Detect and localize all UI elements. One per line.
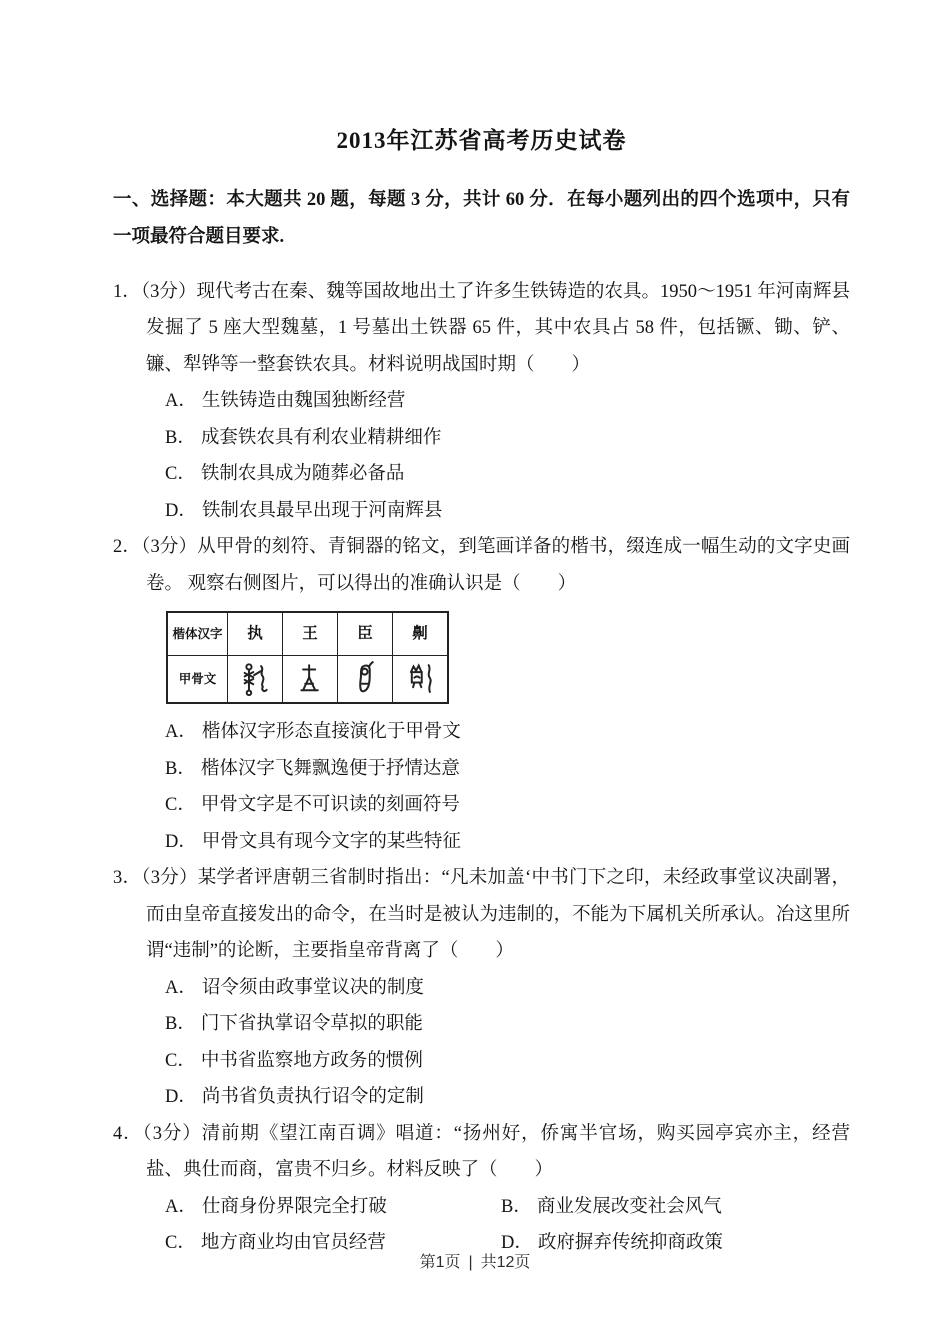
option-label: D． <box>501 1233 533 1253</box>
option-text: 铁制农具成为随葬必备品 <box>200 464 405 484</box>
table-header-oracle: 甲骨文 <box>167 656 228 704</box>
option-text: 地方商业均由官员经营 <box>200 1233 386 1253</box>
option-text: 仕商身份界限完全打破 <box>201 1196 387 1217</box>
oracle-glyph-zhi-cell <box>228 656 283 704</box>
option-label: C． <box>165 1233 196 1253</box>
oracle-script-table <box>166 611 449 704</box>
footer-current-page: 第1页 <box>419 1254 461 1271</box>
option-text: 政府摒弃传统抑商政策 <box>537 1233 723 1253</box>
option-label: C． <box>165 1050 196 1071</box>
question-4-option-b <box>501 1189 850 1226</box>
question-3-options <box>113 970 850 1116</box>
kaiti-char-zhi: 执 <box>228 612 283 656</box>
oracle-glyph-chen <box>349 660 381 698</box>
option-text: 门下省执掌诏令草拟的职能 <box>200 1014 423 1034</box>
question-1-options <box>113 383 850 529</box>
footer-total-pages: 共12页 <box>480 1254 531 1271</box>
option-text: 中书省监察地方政务的惯例 <box>200 1050 423 1071</box>
kaiti-char-chen: 臣 <box>338 612 393 656</box>
option-label: C． <box>165 795 196 815</box>
oracle-glyph-yi <box>404 660 436 698</box>
oracle-glyph-wang-cell <box>283 656 338 704</box>
question-3-option-c <box>165 1043 850 1080</box>
question-1-option-b <box>165 420 850 457</box>
question-1-option-a <box>165 383 850 420</box>
option-text: 甲骨文字是不可识读的刻画符号 <box>200 795 460 815</box>
question-3-option-b <box>165 1006 850 1043</box>
question-1-option-d <box>165 493 850 530</box>
section-intro: 一、选择题：本大题共 20 题，每题 3 分，共计 60 分．在每小题列出的四个选项中，只有一项最符合题目要求. <box>113 190 850 247</box>
kaiti-char-wang: 王 <box>283 612 338 656</box>
question-4-number: 4． <box>113 1123 143 1144</box>
question-2-stem-text: （3分）从甲骨的刻符、青铜器的铭文，到笔画详备的楷书，缀连成一幅生动的文字史画卷。 观察右侧图片，可以得出的准确认识是（ ） <box>141 537 850 594</box>
oracle-glyph-yi-cell <box>393 656 449 704</box>
footer-separator: | <box>468 1254 473 1271</box>
question-2-option-a <box>165 714 850 751</box>
question-1-stem-text: （3分）现代考古在秦、魏等国故地出土了许多生铁铸造的农具。1950～1951 年河南辉县发掘了 5 座大型魏墓，1 号墓出土铁器 65 件，其中农具占 58 件，包括镢、锄、铲、镰、犁铧等一整套铁农具。材料说明战国时期（ ） <box>140 281 850 375</box>
option-text: 生铁铸造由魏国独断经营 <box>201 391 406 411</box>
question-1-number: 1． <box>113 281 141 302</box>
question-3-option-a <box>165 970 850 1007</box>
table-row-oracle <box>167 656 448 704</box>
oracle-glyph-zhi <box>239 660 271 698</box>
page-content <box>113 0 850 1262</box>
option-label: A． <box>165 977 197 998</box>
kaiti-char-yi: 劓 <box>393 612 449 656</box>
oracle-glyph-wang <box>294 660 326 698</box>
option-label: A． <box>165 722 197 742</box>
option-label: B． <box>165 427 196 448</box>
option-label: B． <box>165 758 196 779</box>
question-2-number: 2． <box>113 537 142 557</box>
option-label: D． <box>165 831 197 852</box>
question-2-options <box>113 714 850 860</box>
question-2-stem <box>113 529 850 602</box>
option-label: D． <box>165 500 197 521</box>
question-2 <box>113 529 850 860</box>
question-1-stem <box>113 274 850 384</box>
question-4 <box>113 1116 850 1262</box>
question-1-option-c <box>165 456 850 493</box>
question-2-option-c <box>165 787 850 824</box>
option-text: 诏令须由政事堂议决的制度 <box>201 977 424 998</box>
page-title: 2013年江苏省高考历史试卷 <box>336 128 627 153</box>
table-row-kaiti <box>167 612 448 656</box>
question-4-option-a <box>165 1189 501 1226</box>
question-3 <box>113 860 850 1116</box>
option-label: B． <box>165 1014 196 1034</box>
table-header-kaiti: 楷体汉字 <box>167 612 228 656</box>
question-4-stem-text: （3分）清前期《望江南百调》唱道：“扬州好，侨寓半官场，购买园亭宾亦主，经营盐、典仕而商，富贵不归乡。材料反映了（ ） <box>142 1123 850 1180</box>
option-label: D． <box>165 1087 197 1107</box>
option-text: 铁制农具最早出现于河南辉县 <box>201 500 443 521</box>
option-text: 楷体汉字形态直接演化于甲骨文 <box>201 722 461 742</box>
question-4-stem <box>113 1116 850 1189</box>
question-2-option-b <box>165 751 850 788</box>
question-1 <box>113 274 850 530</box>
oracle-glyph-chen-cell <box>338 656 393 704</box>
question-3-stem-text: （3分）某学者评唐朝三省制时指出：“凡未加盖‘中书门下之印，未经政事堂议决副署，而由皇帝直接发出的命令，在当时是被认为违制的，不能为下属机关所承认。冶这里所谓“违制”的论断，主要指皇帝背离了（ ） <box>141 868 850 961</box>
option-label: A． <box>165 391 197 411</box>
option-label: B． <box>501 1196 532 1217</box>
question-2-option-d <box>165 824 850 861</box>
question-3-stem <box>113 860 850 970</box>
question-3-number: 3． <box>113 868 142 888</box>
option-label: A． <box>165 1196 197 1217</box>
option-text: 楷体汉字飞舞飘逸便于抒情达意 <box>200 758 460 779</box>
option-label: C． <box>165 464 196 484</box>
page-footer <box>0 1249 950 1272</box>
option-text: 尚书省负责执行诏令的定制 <box>201 1087 424 1107</box>
option-text: 商业发展改变社会风气 <box>536 1196 722 1217</box>
option-text: 成套铁农具有利农业精耕细作 <box>200 427 442 448</box>
question-3-option-d <box>165 1079 850 1116</box>
option-text: 甲骨文具有现今文字的某些特征 <box>201 831 461 852</box>
